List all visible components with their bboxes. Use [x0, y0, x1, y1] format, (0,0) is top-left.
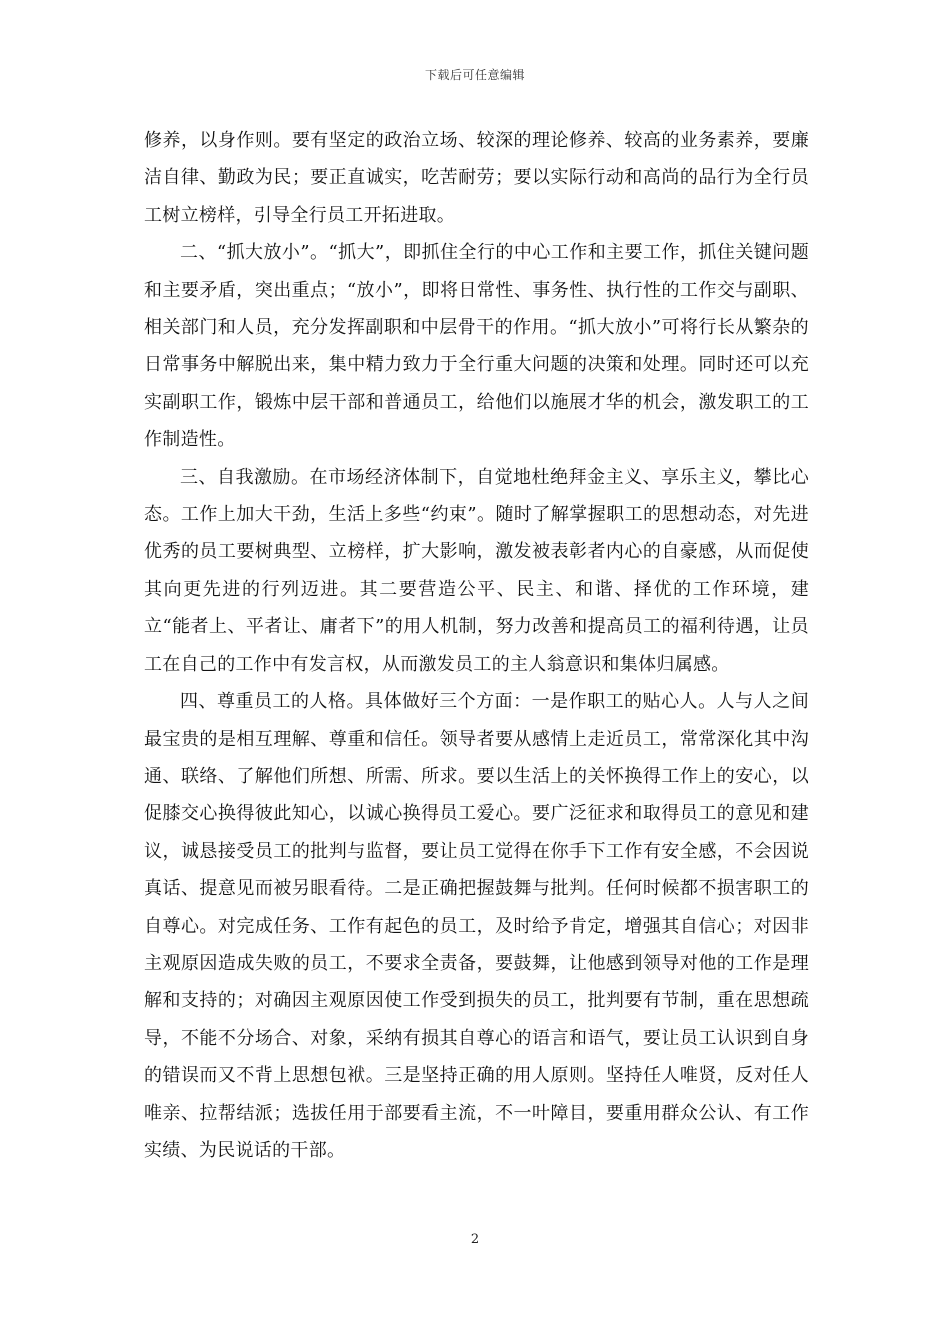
paragraph-point-four: 四、尊重员工的人格。具体做好三个方面：一是作职工的贴心人。人与人之间最宝贵的是相互理解、尊重和信任。领导者要从感情上走近员工，常常深化其中沟通、联络、了解他们所想、所需、所求。要以生活上的关怀换得工作上的安心，以促膝交心换得彼此知心，以诚心换得员工爱心。要广泛征求和取得员工的意见和建议，诚恳接受员工的批判与监督，要让员工觉得在你手下工作有安全感，不会因说真话、提意见而被另眼看待。二是正确把握鼓舞与批判。任何时候都不损害职工的自尊心。对完成任务、工作有起色的员工，及时给予肯定，增强其自信心；对因非主观原因造成失败的员工，不要求全责备，要鼓舞，让他感到领导对他的工作是理解和支持的；对确因主观原因使工作受到损失的员工，批判要有节制，重在思想疏导，不能不分场合、对象，采纳有损其自尊心的语言和语气，要让员工认识到自身的错误而又不背上思想包袱。三是坚持正确的用人原则。坚持任人唯贤，反对任人唯亲、拉帮结派；选拔任用于部要看主流，不一叶障目，要重用群众公认、有工作实绩、为民说话的干部。 [144, 691, 809, 1161]
paragraph-continuation: 修养，以身作则。要有坚定的政治立场、较深的理论修养、较高的业务素养，要廉洁自律、勤政为民；要正直诚实，吃苦耐劳；要以实际行动和高尚的品行为全行员工树立榜样，引导全行员工开拓进取。 [144, 130, 809, 226]
page-number: 2 [470, 1232, 480, 1247]
document-body [144, 122, 809, 1169]
paragraph-point-three: 三、自我激励。在市场经济体制下，自觉地杜绝拜金主义、享乐主义，攀比心态。工作上加大干劲，生活上多些“约束”。随时了解掌握职工的思想动态，对先进优秀的员工要树典型、立榜样，扩大影响，激发被表彰者内心的自豪感，从而促使其向更先进的行列迈进。其二要营造公平、民主、和谐、择优的工作环境，建立“能者上、平者让、庸者下”的用人机制，努力改善和提高员工的福利待遇，让员工在自己的工作中有发言权，从而激发员工的主人翁意识和集体归属感。 [144, 466, 809, 675]
paragraph-point-two: 二、“抓大放小”。“抓大”，即抓住全行的中心工作和主要工作，抓住关键问题和主要矛盾，突出重点；“放小”，即将日常性、事务性、执行性的工作交与副职、相关部门和人员，充分发挥副职和中层骨干的作用。“抓大放小”可将行长从繁杂的日常事务中解脱出来，集中精力致力于全行重大问题的决策和处理。同时还可以充实副职工作，锻炼中层干部和普通员工，给他们以施展才华的机会，激发职工的工作制造性。 [144, 242, 809, 451]
page-header: 下载后可任意编辑 [424, 68, 525, 82]
